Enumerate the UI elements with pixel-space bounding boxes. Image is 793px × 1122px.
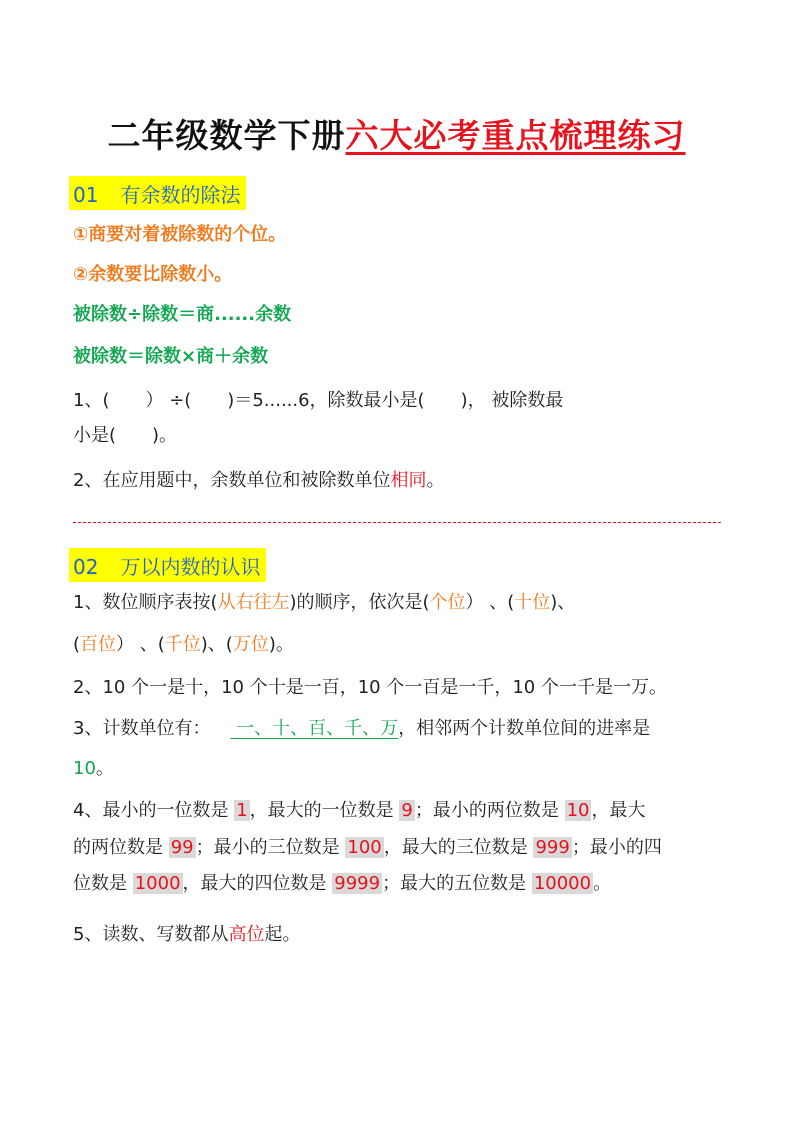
- section-divider: [73, 522, 721, 523]
- division-rule-2: ②余数要比除数小。: [73, 264, 233, 285]
- q1-text-5: (: [73, 634, 81, 655]
- q4-text: ，最大的四位数是: [182, 873, 333, 894]
- q4-text: ；最大的五位数是: [382, 873, 532, 894]
- q3-units: 一、十、百、千、万: [230, 718, 399, 739]
- q4-text: ，最大的三位数是: [383, 837, 534, 858]
- q1-answer-thousands: 千位: [164, 634, 201, 655]
- section-2-question-1-line-1: [73, 590, 575, 616]
- q4-value: 999: [535, 837, 570, 858]
- division-formula-1: 被除数÷除数＝商......余数: [73, 304, 292, 325]
- q1-text-7: )、(: [200, 634, 233, 655]
- q1-text-6: ） 、(: [116, 634, 165, 655]
- q4-value: 99: [170, 837, 194, 858]
- q4-text: 4、最小的一位数是: [73, 800, 235, 821]
- section-2-question-1-line-2: [73, 632, 294, 658]
- division-formula-2: 被除数＝除数×商＋余数: [73, 346, 269, 367]
- q2-highlight: 相同: [390, 470, 427, 491]
- q4-text: ；最小的三位数是: [195, 837, 346, 858]
- q5-prefix: 5、读数、写数都从: [73, 924, 229, 945]
- q4-value: 100: [347, 837, 382, 858]
- title-part-red: 六大必考重点梳理练习: [345, 116, 686, 155]
- section-1-number: 01: [73, 183, 99, 207]
- q4-text: 的两位数是: [73, 837, 169, 858]
- section-2-question-2: 2、10 个一是十，10 个十是一百，10 个一百是一千，10 个一千是一万。: [73, 677, 667, 698]
- section-2-title: 万以内数的认识: [120, 555, 261, 579]
- q4-text: ；最小的四: [571, 837, 662, 858]
- q3-rate: 10: [73, 758, 96, 779]
- section-2-question-4-line-1: [73, 798, 645, 824]
- q4-text: 位数是: [73, 873, 133, 894]
- section-2-heading: [69, 548, 266, 582]
- q4-value: 1: [236, 800, 248, 821]
- q4-value: 10: [566, 800, 590, 821]
- section-2-question-4-line-2: [73, 835, 662, 861]
- title-part-black: 二年级数学下册: [107, 116, 346, 155]
- q4-value: 9: [401, 800, 413, 821]
- q1-text-1: 1、数位顺序表按(: [73, 592, 218, 613]
- q3-middle: ，相邻两个计数单位间的进率是: [398, 718, 651, 739]
- q1-text-8: )。: [268, 634, 294, 655]
- section-2-question-3-line-1: [73, 716, 650, 742]
- section-1-question-1-line-1: 1、( ） ÷( )＝5......6，除数最小是( )， 被除数最: [73, 390, 564, 411]
- section-2-question-5: [73, 922, 300, 948]
- page-title: [0, 110, 793, 157]
- q1-answer-ten-thousands: 万位: [232, 634, 269, 655]
- q3-prefix: 3、计数单位有：: [73, 718, 211, 739]
- section-2-question-3-line-2: [73, 756, 114, 782]
- q1-text-4: )、: [550, 592, 576, 613]
- q2-suffix: 。: [426, 470, 445, 491]
- section-1-question-2: [73, 468, 444, 494]
- q1-answer-order: 从右往左: [217, 592, 290, 613]
- q1-answer-ones: 个位: [429, 592, 466, 613]
- q5-suffix: 起。: [264, 924, 301, 945]
- q5-highlight: 高位: [228, 924, 265, 945]
- section-1-question-1-line-2: 小是( )。: [73, 425, 178, 446]
- section-1-heading: [69, 176, 246, 210]
- q3-end: 。: [95, 758, 114, 779]
- q4-text: ，最大: [591, 800, 646, 821]
- division-rule-1: ①商要对着被除数的个位。: [73, 224, 287, 245]
- q2-prefix: 2、在应用题中，余数单位和被除数单位: [73, 470, 391, 491]
- section-1-title: 有余数的除法: [120, 183, 241, 207]
- q4-text: 。: [593, 873, 612, 894]
- section-2-question-4-line-3: [73, 871, 611, 897]
- q4-text: ，最大的一位数是: [249, 800, 400, 821]
- q4-text: ；最小的两位数是: [414, 800, 565, 821]
- q1-answer-tens: 十位: [514, 592, 551, 613]
- q4-value: 1000: [134, 873, 181, 894]
- q1-text-3: ） 、(: [465, 592, 515, 613]
- q4-value: 10000: [533, 873, 592, 894]
- q1-answer-hundreds: 百位: [80, 634, 117, 655]
- section-2-number: 02: [73, 555, 99, 579]
- q1-text-2: )的顺序，依次是(: [289, 592, 430, 613]
- q4-value: 9999: [334, 873, 381, 894]
